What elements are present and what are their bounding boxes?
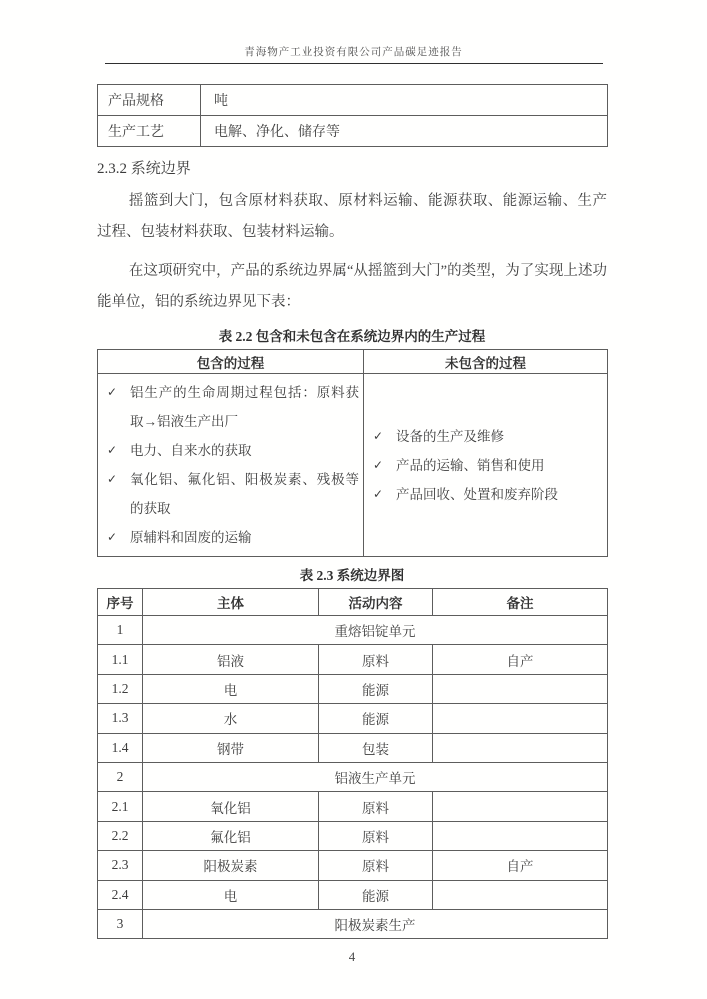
- excluded-processes-cell: [364, 374, 608, 557]
- table-row: [98, 733, 608, 762]
- header-title: 青海物产工业投资有限公司产品碳足迹报告: [244, 47, 463, 58]
- list-item: [98, 523, 359, 552]
- running-header: [0, 0, 707, 59]
- cell-note: 自产: [433, 645, 608, 674]
- table-2-2: [97, 349, 608, 557]
- included-processes-cell: [98, 374, 364, 557]
- cell-no: 2.4: [98, 880, 143, 909]
- table-row: [98, 880, 608, 909]
- cell-no: 1.2: [98, 674, 143, 703]
- excluded-list: [364, 418, 607, 513]
- cell-merged-unit: 铝液生产单元: [143, 762, 608, 791]
- cell-subject: 氟化铝: [143, 821, 319, 850]
- column-header: 活动内容: [319, 589, 433, 616]
- cell-no: 2.1: [98, 792, 143, 821]
- cell-no: 2.2: [98, 821, 143, 850]
- cell-activity: 原料: [319, 851, 433, 880]
- cell-no: 1.4: [98, 733, 143, 762]
- table-2-2-caption: 表 2.2 包含和未包含在系统边界内的生产过程: [218, 329, 486, 344]
- table-2-3-caption: 表 2.3 系统边界图: [299, 568, 405, 583]
- cell-subject: 钢带: [143, 733, 319, 762]
- table-row: [98, 616, 608, 645]
- included-list: [98, 374, 363, 556]
- list-item: [364, 451, 603, 480]
- paragraph: 在这项研究中，产品的系统边界属“从摇篮到大门”的类型，为了实现上述功能单位，铝的系统边界见下表：: [97, 263, 607, 310]
- table-row: [98, 674, 608, 703]
- table-2-3: [97, 588, 608, 939]
- list-item-text: 产品回收、处置和废弃阶段: [396, 486, 558, 502]
- column-header: 未包含的过程: [364, 350, 608, 374]
- check-icon: ✓: [107, 472, 118, 486]
- table-row: [98, 645, 608, 674]
- table-row: [98, 116, 608, 147]
- cell-note: [433, 674, 608, 703]
- table-row: [98, 85, 608, 116]
- list-item: [364, 422, 603, 451]
- check-icon: ✓: [373, 428, 384, 443]
- spec-table: [97, 84, 608, 147]
- cell-activity: 包装: [319, 733, 433, 762]
- header-rule: [105, 63, 603, 64]
- column-header: 备注: [433, 589, 608, 616]
- list-item-text: 原辅料和固废的运输: [130, 530, 252, 545]
- check-icon: ✓: [107, 530, 118, 544]
- cell-merged-unit: 重熔铝锭单元: [143, 616, 608, 645]
- table-row: [98, 909, 608, 938]
- spec-value: 电解、净化、储存等: [201, 116, 608, 147]
- cell-no: 1.1: [98, 645, 143, 674]
- list-item-text: 铝生产的生命周期过程包括：原料获取→铝液生产出厂: [130, 385, 359, 429]
- cell-activity: 能源: [319, 880, 433, 909]
- column-header: 包含的过程: [98, 350, 364, 374]
- check-icon: ✓: [373, 486, 384, 501]
- list-item-text: 氧化铝、氟化铝、阳极炭素、残极等的获取: [130, 472, 359, 516]
- list-item: [98, 378, 359, 436]
- cell-note: [433, 821, 608, 850]
- spec-label: 生产工艺: [98, 116, 201, 147]
- table-row: [98, 821, 608, 850]
- list-item: [364, 480, 603, 509]
- column-header: 序号: [98, 589, 143, 616]
- list-item: [98, 465, 359, 523]
- table-row: [98, 762, 608, 791]
- cell-note: 自产: [433, 851, 608, 880]
- column-header: 主体: [143, 589, 319, 616]
- section-heading: 2.3.2 系统边界: [97, 161, 191, 177]
- cell-no: 2.3: [98, 851, 143, 880]
- check-icon: ✓: [107, 443, 118, 457]
- check-icon: ✓: [107, 385, 118, 399]
- table-header-row: [98, 350, 608, 374]
- cell-subject: 电: [143, 880, 319, 909]
- cell-no: 2: [98, 762, 143, 791]
- cell-no: 3: [98, 909, 143, 938]
- table-row: [98, 704, 608, 733]
- paragraph: 摇篮到大门，包含原材料获取、原材料运输、能源获取、能源运输、生产过程、包装材料获取、包装材料运输。: [97, 193, 607, 240]
- table-row: [98, 374, 608, 557]
- cell-no: 1: [98, 616, 143, 645]
- list-item-text: 电力、自来水的获取: [130, 443, 252, 458]
- page-number: 4: [348, 949, 356, 965]
- spec-value: 吨: [201, 85, 608, 116]
- table-row: [98, 851, 608, 880]
- cell-activity: 能源: [319, 674, 433, 703]
- cell-activity: 原料: [319, 645, 433, 674]
- list-item-text: 设备的生产及维修: [396, 428, 504, 444]
- check-icon: ✓: [373, 457, 384, 472]
- table-header-row: [98, 589, 608, 616]
- list-item: [98, 436, 359, 465]
- cell-subject: 水: [143, 704, 319, 733]
- cell-subject: 阳极炭素: [143, 851, 319, 880]
- table-row: [98, 792, 608, 821]
- cell-activity: 能源: [319, 704, 433, 733]
- cell-activity: 原料: [319, 792, 433, 821]
- cell-note: [433, 733, 608, 762]
- cell-no: 1.3: [98, 704, 143, 733]
- cell-subject: 氧化铝: [143, 792, 319, 821]
- spec-label: 产品规格: [98, 85, 201, 116]
- list-item-text: 产品的运输、销售和使用: [396, 457, 545, 473]
- cell-subject: 铝液: [143, 645, 319, 674]
- cell-subject: 电: [143, 674, 319, 703]
- cell-note: [433, 704, 608, 733]
- cell-merged-unit: 阳极炭素生产: [143, 909, 608, 938]
- cell-note: [433, 880, 608, 909]
- cell-note: [433, 792, 608, 821]
- cell-activity: 原料: [319, 821, 433, 850]
